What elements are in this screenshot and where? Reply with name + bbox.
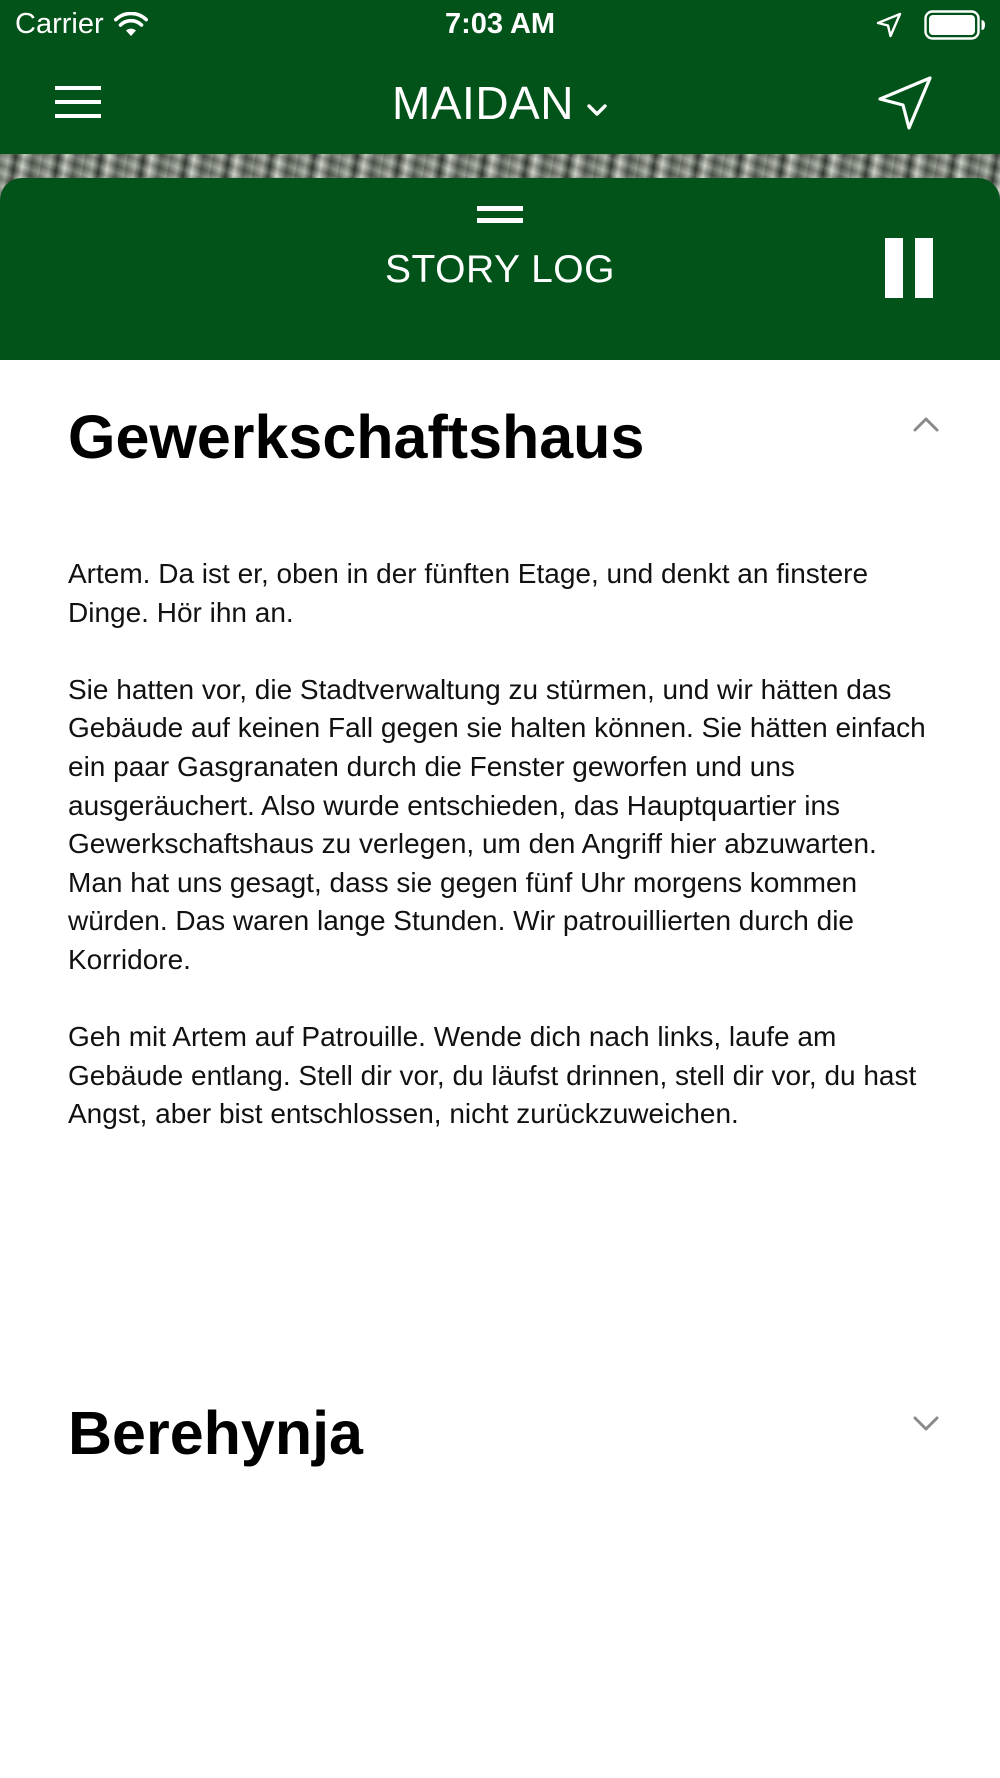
chevron-up-icon[interactable] bbox=[912, 414, 940, 434]
app-title-dropdown[interactable] bbox=[0, 76, 1000, 130]
pause-icon-bar bbox=[915, 238, 933, 298]
nav-bar bbox=[0, 52, 1000, 154]
story-log-title: STORY LOG bbox=[385, 248, 615, 291]
section-title: Berehynja bbox=[68, 1399, 363, 1467]
navigation-arrow-icon[interactable] bbox=[876, 74, 934, 132]
location-arrow-icon bbox=[876, 12, 902, 38]
drag-handle-icon[interactable] bbox=[477, 204, 523, 226]
app-title: MAIDAN bbox=[392, 77, 574, 129]
status-right-icons bbox=[876, 10, 986, 40]
section-title: Gewerkschaftshaus bbox=[68, 403, 645, 471]
pause-button[interactable] bbox=[882, 238, 936, 302]
story-paragraph: Sie hatten vor, die Stadtverwaltung zu stürmen, und wir hätten das Gebäude auf keinen Fall gegen sie halten können. Sie hätten einfach ein paar Gasgranaten durch die Fenster geworfen und uns ausgeräuchert. Also wurde entschieden, das Hauptquartier ins Gewerkschaftshaus zu verlegen, um den Angriff hier abzuwarten. Man hat uns gesagt, dass sie gegen fünf Uhr morgens kommen würden. Das waren lange Stunden. Wir patrouillierten durch die Korridore. bbox=[68, 673, 926, 975]
battery-icon bbox=[924, 10, 986, 40]
story-paragraph: Artem. Da ist er, oben in der fünften Etage, und denkt an finstere Dinge. Hör ihn an. bbox=[68, 558, 869, 628]
status-time: 7:03 AM bbox=[444, 8, 556, 40]
carrier-label: Carrier bbox=[15, 8, 104, 40]
story-paragraph: Geh mit Artem auf Patrouille. Wende dich nach links, laufe am Gebäude entlang. Stell dir vor, du läufst drinnen, stell dir vor, du hast Angst, aber bist entschlossen, nicht zurückzuweichen. bbox=[68, 1021, 917, 1130]
chevron-down-icon[interactable] bbox=[912, 1414, 940, 1434]
status-bar bbox=[0, 0, 1000, 52]
chevron-down-icon bbox=[586, 103, 608, 117]
pause-icon bbox=[885, 238, 903, 298]
story-log-panel bbox=[0, 178, 1000, 360]
section-body bbox=[68, 555, 948, 1173]
